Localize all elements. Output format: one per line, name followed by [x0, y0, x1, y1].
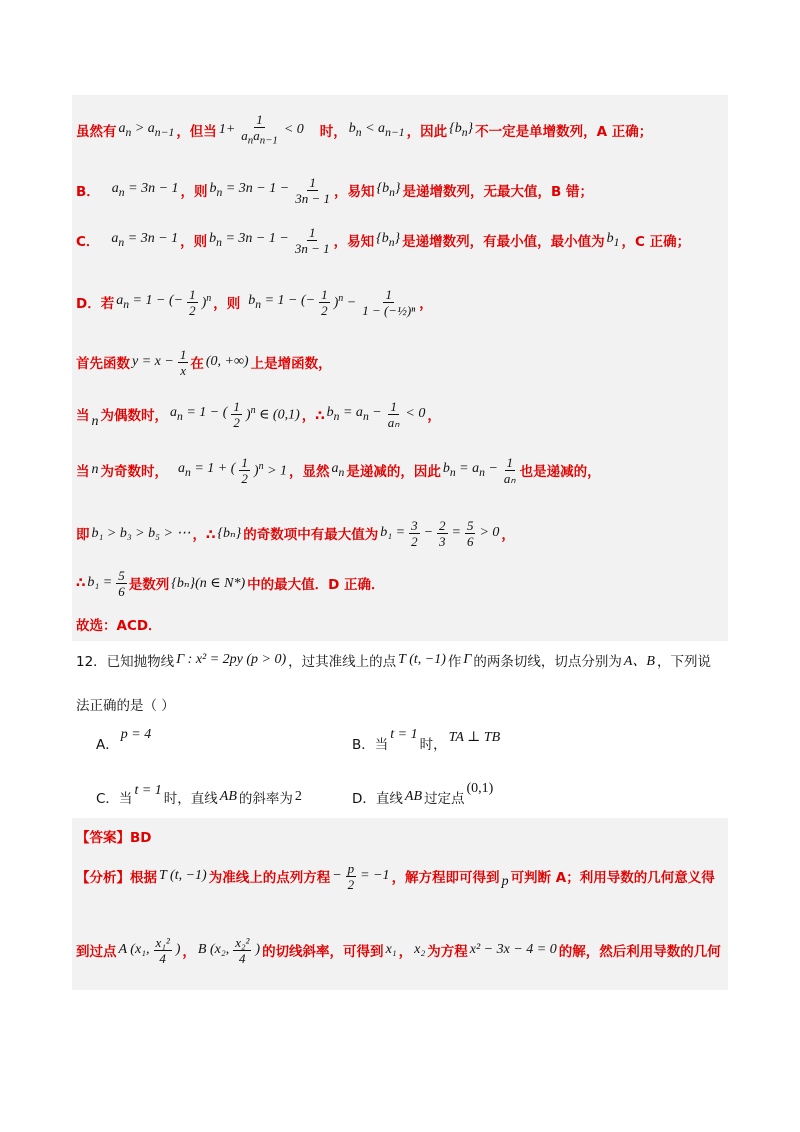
solution-line-1: [76, 112, 724, 148]
text: 过定点: [424, 791, 465, 807]
text: 的解，然后利用导数的几何: [558, 944, 721, 960]
math-expr: {bₙ}: [217, 525, 242, 541]
text: 不一定是单增数列，A 正确；: [475, 124, 653, 140]
question-line-2: [76, 692, 724, 716]
text: ，∴: [301, 408, 325, 424]
math-expr: b₁ =: [87, 575, 113, 590]
fraction: $\frac{p}{2}$: [347, 860, 355, 892]
math-expr: $a_n > a_{n-1}$: [118, 121, 175, 139]
math-expr: b₁ > b₃ > b₅ > ⋯: [91, 525, 191, 541]
text: ，则: [213, 296, 241, 312]
analysis-line-1: [76, 856, 724, 896]
answer-text: 【答案】BD: [76, 830, 152, 846]
text: 为方程: [427, 944, 468, 960]
math-expr: Γ: [463, 652, 472, 667]
math-expr: p = 4: [120, 727, 152, 742]
solution-line-10: [76, 612, 724, 636]
math-expr: ): [175, 942, 181, 957]
math-expr: (0,1): [466, 781, 494, 796]
math-expr: t = 1: [134, 783, 162, 798]
math-expr: {bₙ}(n ∈ N*): [171, 575, 246, 591]
math-expr: T (t, −1): [159, 868, 207, 883]
math-expr: )$^n$: [201, 292, 212, 311]
math-expr: )$^n$ −: [333, 292, 357, 311]
solution-line-8: [76, 513, 724, 553]
math-expr: x₁: [385, 942, 397, 957]
text: ，易知: [333, 234, 375, 250]
math-expr: $a_n = 1$ + (: [178, 461, 236, 479]
text: 是递减的，因此: [346, 464, 441, 480]
text: 虽然有: [76, 124, 117, 140]
text: C．: [76, 234, 100, 250]
text: 中的最大值．D 正确．: [247, 577, 385, 593]
text: 上是增函数，: [250, 356, 332, 372]
solution-line-3: [76, 222, 724, 258]
math-expr: $\{b_n\}$: [449, 121, 474, 139]
text: ，则: [180, 234, 208, 250]
text: ，过其准线上的点: [288, 654, 397, 670]
fraction: $\frac{\text{x₁²}}{4}$: [155, 934, 170, 966]
fraction: $\frac{5}{6}$: [118, 567, 125, 599]
text: ，则: [180, 184, 208, 200]
analysis-line-2: [76, 928, 724, 972]
fraction: $\frac{1}{a_na_{n-1}}$: [241, 111, 278, 147]
option-c: [96, 782, 304, 812]
text: 为偶数时，: [100, 408, 168, 424]
math-expr: $a_n = 3n - 1$: [111, 231, 179, 249]
math-expr: )$^n$ > 1: [253, 460, 288, 479]
math-expr: = −1: [360, 868, 390, 883]
solution-line-7: [76, 450, 724, 490]
fraction: $\frac{\text{x₂²}}{4}$: [235, 934, 250, 966]
text: ，: [427, 408, 441, 424]
question-line-1: [76, 646, 724, 674]
math-expr: $b_n = 3n - 1$ −: [209, 231, 289, 249]
solution-line-5: [76, 344, 724, 380]
text: ，易知: [333, 184, 375, 200]
text: 的斜率为: [238, 791, 293, 807]
math-expr: −: [332, 868, 342, 883]
math-expr: $a_n = 1$ − (−: [116, 293, 184, 311]
text: ，∴: [192, 527, 216, 543]
math-expr: T (t, −1): [398, 652, 446, 667]
answer-line: [76, 824, 724, 848]
option-d: [352, 782, 495, 812]
text: 首先函数: [76, 356, 130, 372]
text: 的切线斜率，可得到: [262, 944, 384, 960]
math-expr: A (x₁,: [118, 942, 150, 957]
math-expr: $a_n = 1$ − (: [170, 405, 228, 423]
text: B．: [76, 184, 100, 200]
text: 时，: [319, 124, 347, 140]
text: ，下列说: [656, 654, 711, 670]
solution-line-6: [76, 396, 724, 432]
fraction: $\frac{1}{3n - 1}$: [294, 224, 330, 256]
option-a: [96, 728, 153, 758]
text: ∴: [76, 575, 86, 591]
fraction: $\frac{3}{2}$: [411, 517, 418, 549]
text: 作: [447, 654, 462, 670]
text: 时，直线: [163, 791, 218, 807]
text: 在: [190, 356, 204, 372]
math-expr: )$^n$ ∈ (0,1): [245, 404, 300, 423]
math-expr: y = x −: [132, 354, 174, 369]
math-expr: $\{b_n\}$: [376, 181, 401, 199]
math-expr: $\{b_n\}$: [376, 231, 401, 249]
option-label: B．当: [352, 737, 389, 753]
text: 时，: [419, 737, 447, 753]
math-expr: $b_n = a_n$ −: [326, 405, 382, 423]
option-label: C．当: [96, 791, 133, 807]
fraction: $\frac{1}{\text{aₙ}}$: [387, 398, 400, 430]
math-expr: n: [91, 462, 99, 477]
text: 【分析】根据: [76, 870, 157, 886]
text: D．若: [76, 296, 115, 312]
text: ，: [419, 296, 433, 312]
text: 是数列: [128, 577, 170, 593]
math-expr: $b_n = 3n - 1$ −: [209, 181, 290, 199]
option-label: D．直线: [352, 791, 403, 807]
fraction: $\frac{1}{x}$: [179, 346, 187, 378]
text: ，显然: [289, 464, 330, 480]
fraction: $\frac{1}{2}$: [233, 398, 240, 430]
math-expr: AB: [219, 789, 237, 804]
text: 也是递减的，: [519, 464, 601, 480]
text: 为奇数时，: [100, 464, 168, 480]
text: 为准线上的点列方程: [208, 870, 331, 886]
math-expr: x₂: [414, 942, 426, 957]
text: 是递增数列，无最大值，B 错；: [402, 184, 594, 200]
math-expr: A、B: [623, 654, 655, 669]
option-b: [352, 728, 502, 758]
text: ，解方程即可得到: [391, 870, 500, 886]
math-expr: $b_1$: [606, 231, 620, 249]
math-expr: ): [255, 942, 261, 957]
math-expr: t = 1: [390, 727, 418, 742]
math-expr: $b_n = a_n$ −: [442, 461, 498, 479]
math-expr: B (x₂,: [197, 942, 230, 957]
text: 可判断 A；利用导数的几何意义得: [510, 870, 715, 886]
text: 法正确的是（ ）: [76, 698, 175, 714]
final-choice: 故选：ACD．: [76, 618, 162, 634]
math-expr: $b_n = 1$ − (−: [248, 293, 316, 311]
text: 的奇数项中有最大值为: [243, 527, 379, 543]
text: ，但当: [176, 124, 217, 140]
fraction: $\frac{2}{3}$: [439, 517, 446, 549]
fraction: $\frac{1}{2}$: [241, 454, 248, 486]
solution-line-4: [76, 280, 724, 324]
math-expr: TA ⊥ TB: [448, 729, 501, 745]
math-expr: $a_n$: [331, 461, 345, 479]
fraction: $\frac{5}{6}$: [466, 517, 474, 549]
math-expr: n: [91, 414, 99, 429]
math-expr: 2: [294, 789, 302, 804]
fraction: $\frac{1}{3n - 1}$: [295, 174, 330, 206]
math-expr: AB: [404, 789, 423, 804]
math-expr: −: [423, 525, 434, 540]
text: 当: [76, 408, 90, 424]
math-expr: < 0: [283, 122, 304, 137]
math-expr: < 0: [405, 406, 426, 421]
math-expr: > 0: [479, 525, 500, 540]
text: ，: [501, 527, 515, 543]
math-expr: $a_n = 3n - 1$: [111, 181, 179, 199]
math-expr: (0, +∞): [205, 354, 249, 369]
option-label: A．: [96, 737, 119, 753]
text: ，因此: [406, 124, 448, 140]
math-expr: p: [501, 874, 509, 889]
text: ，C 正确；: [621, 234, 691, 250]
text: ，: [398, 944, 413, 960]
math-expr: =: [451, 525, 461, 540]
math-expr: Γ : x² = 2py (p > 0): [176, 652, 287, 667]
math-expr: $b_n < a_{n-1}$: [348, 121, 405, 139]
fraction: $\frac{1}{2}$: [189, 286, 196, 318]
text: 是递增数列，有最小值，最小值为: [402, 234, 605, 250]
fraction: $\frac{1}{2}$: [321, 286, 328, 318]
math-expr: x² − 3x − 4 = 0: [469, 942, 557, 957]
text: ，: [182, 944, 196, 960]
text: 即: [76, 527, 90, 543]
fraction: $\frac{1}{\text{aₙ}}$: [503, 454, 516, 486]
fraction: $\frac{1}{\text{1 − (−½)ⁿ}}$: [362, 286, 416, 318]
text: 当: [76, 464, 90, 480]
math-expr: b₁ =: [380, 525, 406, 540]
text: 的两条切线，切点分别为: [473, 654, 622, 670]
solution-line-2: [76, 172, 724, 208]
text: 到过点: [76, 944, 117, 960]
text: 12．已知抛物线: [76, 654, 175, 670]
math-expr: 1+: [218, 122, 236, 137]
solution-line-9: [76, 563, 724, 603]
